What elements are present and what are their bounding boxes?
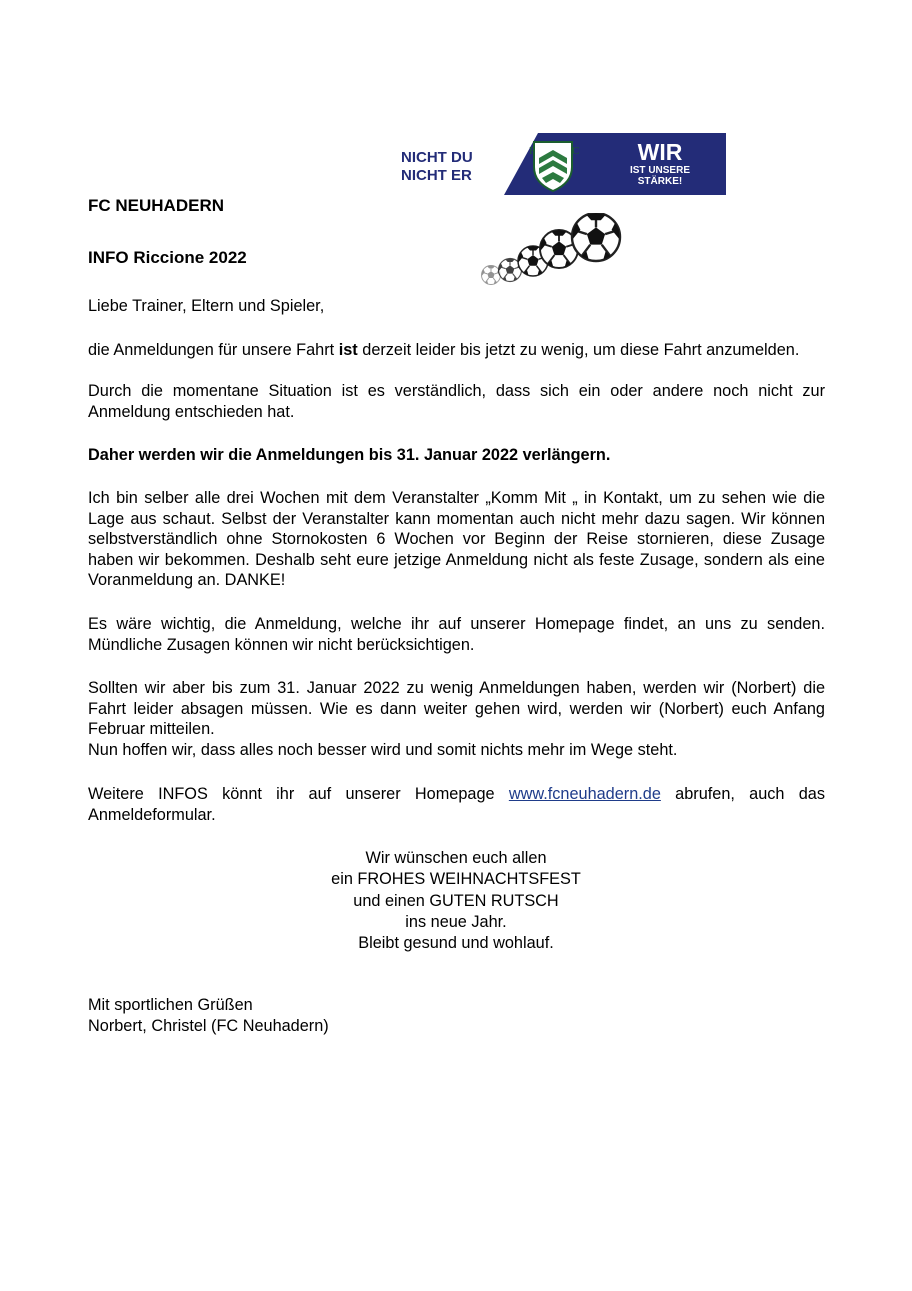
salutation: Liebe Trainer, Eltern und Spieler, — [88, 297, 325, 315]
document-title: INFO Riccione 2022 — [88, 248, 247, 267]
wish-line: Bleibt gesund und wohlauf. — [358, 934, 554, 953]
soccer-balls-icon — [480, 213, 622, 288]
club-banner-logo — [398, 133, 726, 195]
svg-text:IST UNSERE: IST UNSERE — [629, 165, 691, 176]
paragraph-situation: Durch die momentane Situation ist es verständlich, dass sich ein oder andere noch nicht zur Anmeldung entschieden hat. — [88, 382, 825, 421]
svg-text:F: F — [529, 145, 536, 157]
paragraph-cancellation: Sollten wir aber bis zum 31. Januar 2022 zu wenig Anmeldungen haben, werden wir (Norbert) die Fahrt leider absagen müssen. Wie es dann weiter gehen wird, werden wir (Norbert) euch Anfang Februar mitteilen. — [88, 679, 825, 738]
svg-text:WIR: WIR — [637, 139, 683, 165]
paragraph-hope: Nun hoffen wir, dass alles noch besser wird und somit nichts mehr im Wege steht. — [88, 741, 678, 759]
homepage-link[interactable]: www.fcneuhadern.de — [508, 785, 661, 803]
svg-text:STÄRKE!: STÄRKE! — [637, 176, 683, 187]
wish-line: und einen GUTEN RUTSCH — [353, 891, 559, 910]
svg-text:C: C — [572, 145, 580, 157]
wish-line: ins neue Jahr. — [405, 912, 507, 931]
paragraph-text: Weitere INFOS könnt ihr auf unserer Homepage — [88, 785, 509, 803]
paragraph-text: abrufen, auch das Anmeldeformular. — [88, 785, 826, 824]
paragraph-text: die Anmeldungen für unsere Fahrt — [88, 341, 339, 359]
signature: Norbert, Christel (FC Neuhadern) — [88, 1017, 329, 1035]
closing-greeting: Mit sportlichen Grüßen — [88, 996, 253, 1014]
wish-line: ein FROHES WEIHNACHTSFEST — [331, 870, 581, 889]
holiday-wishes — [200, 848, 712, 954]
paragraph-registration-status — [88, 340, 825, 361]
paragraph-homepage-info — [88, 784, 825, 825]
svg-text:NICHT DU: NICHT DU — [401, 149, 473, 166]
paragraph-text: derzeit leider bis jetzt zu wenig, um diese Fahrt anzumelden. — [357, 341, 800, 359]
paragraph-registration-form: Es wäre wichtig, die Anmeldung, welche ihr auf unserer Homepage findet, an uns zu senden. Mündliche Zusagen können wir nicht berücksichtigen. — [88, 615, 825, 654]
paragraph-organizer-contact: Ich bin selber alle drei Wochen mit dem Veranstalter „Komm Mit „ in Kontakt, um zu sehen wie die Lage aus schaut. Selbst der Veranstalter kann momentan auch nicht mehr dazu sagen. Wir können selbstverständlich ohne Stornokosten 6 Wochen vor Beginn der Reise stornieren, diese Zusage haben wir bekommen. Deshalb seht eure jetzige Anmeldung nicht als feste Zusage, sondern als eine Voranmeldung an. DANKE! — [88, 489, 825, 589]
deadline-extension-notice: Daher werden wir die Anmeldungen bis 31. Januar 2022 verlängern. — [88, 446, 611, 464]
emphasis-text: ist — [338, 341, 358, 359]
club-name-heading: FC NEUHADERN — [88, 196, 224, 215]
svg-text:NICHT ER: NICHT ER — [401, 167, 472, 184]
wish-line: Wir wünschen euch allen — [365, 849, 547, 867]
